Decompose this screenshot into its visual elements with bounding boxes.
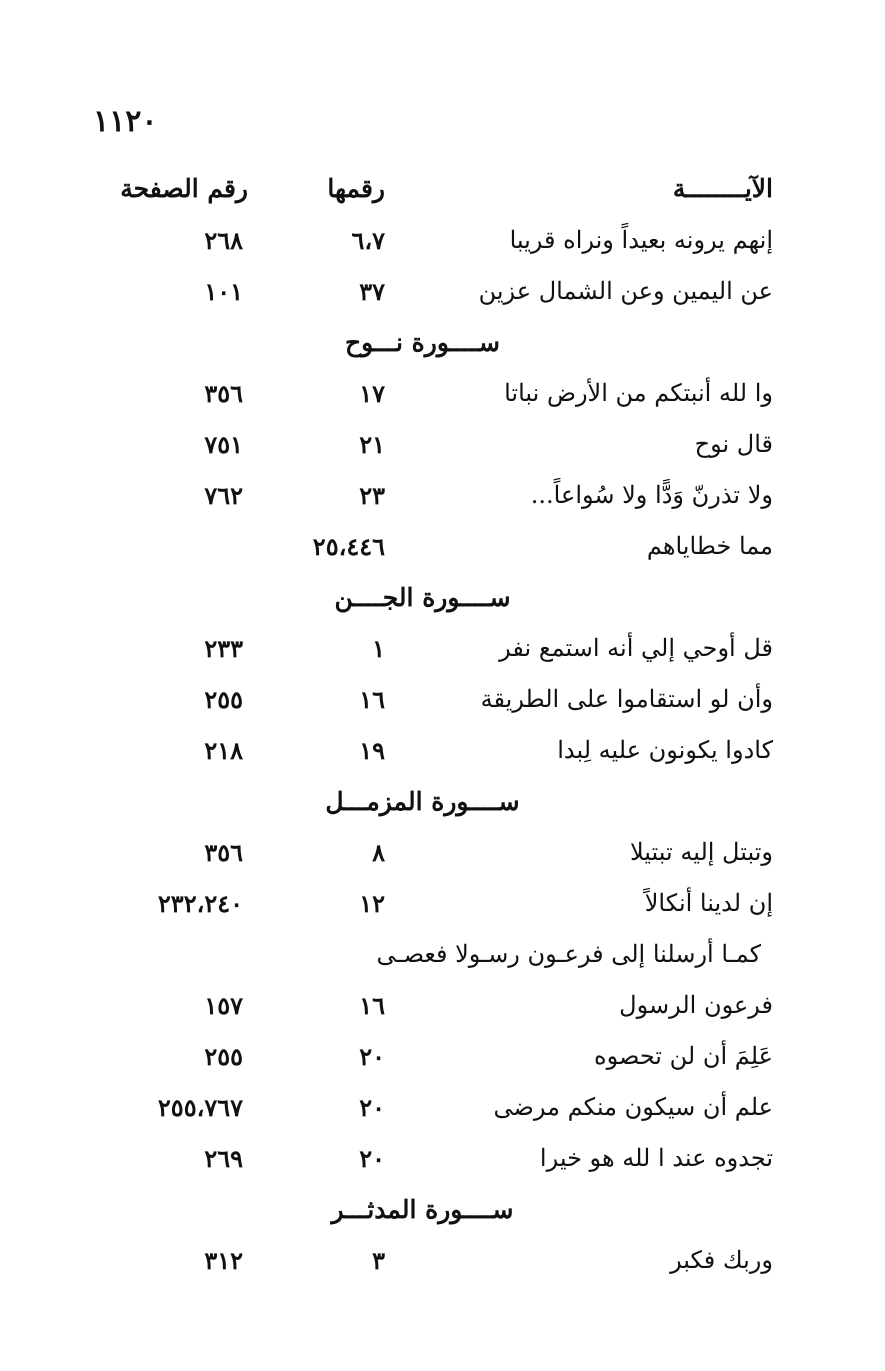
verse-number: ١٦ xyxy=(359,991,385,1020)
verse-number: ٣٧ xyxy=(359,277,385,306)
table-row xyxy=(0,532,885,578)
page-ref: ٢٥٥ xyxy=(204,1042,243,1071)
page-ref: ٣٥٦ xyxy=(204,838,243,867)
page-number: ١١٢٠ xyxy=(93,104,158,139)
table-header xyxy=(0,174,885,220)
table-row xyxy=(0,736,885,782)
verse-number: ٢٠ xyxy=(359,1144,385,1173)
surah-heading xyxy=(0,328,885,374)
table-row xyxy=(0,889,885,935)
verse-text: وربك فكبر xyxy=(670,1246,773,1274)
verse-text: مما خطاياهم xyxy=(646,532,773,560)
table-row xyxy=(0,1042,885,1088)
verse-number: ٢٣ xyxy=(359,481,385,510)
verse-number: ١٧ xyxy=(359,379,385,408)
verse-text: وا لله أنبتكم من الأرض نباتا xyxy=(504,379,773,407)
page-ref: ١٠١ xyxy=(204,277,243,306)
page-ref: ١٥٧ xyxy=(204,991,243,1020)
page-ref: ٢١٨ xyxy=(204,736,243,765)
verse-number: ٨ xyxy=(372,838,385,867)
verse-note-line xyxy=(0,940,885,986)
verse-text: قال نوح xyxy=(694,430,773,458)
verse-number: ٢٠ xyxy=(359,1093,385,1122)
page-ref: ٢٦٨ xyxy=(204,226,243,255)
verse-text: علم أن سيكون منكم مرضى xyxy=(493,1093,773,1121)
page-ref: ٣١٢ xyxy=(204,1246,243,1275)
surah-title-text: ســــورة المدثـــر xyxy=(331,1195,514,1224)
table-row xyxy=(0,1144,885,1190)
verse-text: تجدوه عند ا لله هو خيرا xyxy=(539,1144,773,1172)
verse-number: ٢١ xyxy=(359,430,385,459)
surah-heading xyxy=(0,583,885,629)
header-page: رقم الصفحة xyxy=(120,174,248,203)
surah-title-text: ســــورة الجــــن xyxy=(334,583,511,612)
table-row xyxy=(0,838,885,884)
surah-heading xyxy=(0,1195,885,1241)
table-row xyxy=(0,991,885,1037)
verse-text: ولا تذرنّ وَدًّا ولا سُواعاً... xyxy=(530,481,773,509)
verse-number: ٣ xyxy=(372,1246,385,1275)
verse-text: فرعون الرسول xyxy=(619,991,773,1019)
header-verse: الآيــــــــة xyxy=(672,174,773,203)
page-ref: ٧٦٢ xyxy=(204,481,243,510)
table-row xyxy=(0,226,885,272)
surah-title-text: ســــورة المزمـــل xyxy=(325,787,520,816)
page-ref: ٢٣٣ xyxy=(204,634,243,663)
verse-number: ١ xyxy=(372,634,385,663)
page-ref: ٢٦٩ xyxy=(204,1144,243,1173)
verse-text: كمـا أرسلنا إلى فرعـون رسـولا فعصـى xyxy=(376,940,761,968)
verse-text: وأن لو استقاموا على الطريقة xyxy=(480,685,773,713)
page-ref: ٧٥١ xyxy=(204,430,243,459)
surah-title-text: ســــورة نـــوح xyxy=(344,328,501,357)
verse-number: ١٢ xyxy=(359,889,385,918)
page-ref: ٢٥٥،٧٦٧ xyxy=(157,1093,243,1122)
verse-text: عَلِمَ أن لن تحصوه xyxy=(594,1042,773,1070)
verse-text: إنهم يرونه بعيداً ونراه قريبا xyxy=(509,226,773,254)
verse-text: عن اليمين وعن الشمال عزين xyxy=(478,277,773,305)
header-verse-number: رقمها xyxy=(327,174,385,203)
table-row xyxy=(0,634,885,680)
page-ref: ٢٣٢،٢٤٠ xyxy=(157,889,243,918)
table-row xyxy=(0,481,885,527)
table-row xyxy=(0,430,885,476)
verse-text: كادوا يكونون عليه لِبدا xyxy=(557,736,773,764)
verse-number: ٢٥،٤٤٦ xyxy=(312,532,385,561)
table-row xyxy=(0,685,885,731)
verse-number: ١٩ xyxy=(359,736,385,765)
verse-text: قل أوحي إلي أنه استمع نفر xyxy=(499,634,773,662)
table-row xyxy=(0,1246,885,1292)
surah-heading xyxy=(0,787,885,833)
table-row xyxy=(0,379,885,425)
verse-number: ٢٠ xyxy=(359,1042,385,1071)
verse-text: إن لدينا أنكالاً xyxy=(644,889,773,917)
verse-number: ١٦ xyxy=(359,685,385,714)
page-ref: ٣٥٦ xyxy=(204,379,243,408)
verse-text: وتبتل إليه تبتيلا xyxy=(629,838,773,866)
table-row xyxy=(0,1093,885,1139)
page-ref: ٢٥٥ xyxy=(204,685,243,714)
verse-number: ٦،٧ xyxy=(351,226,385,255)
table-row xyxy=(0,277,885,323)
